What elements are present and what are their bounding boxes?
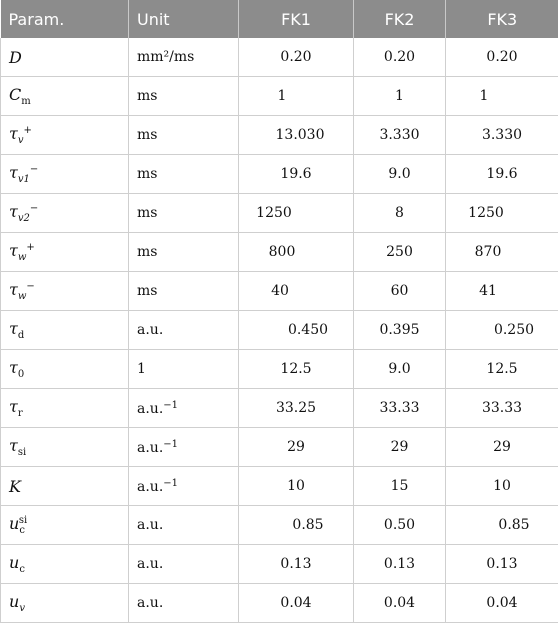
param-cell — [1, 350, 129, 389]
fk2-value: 0.20 — [354, 38, 446, 77]
param-cell — [1, 389, 129, 428]
fk1-value: 33.25 — [239, 389, 354, 428]
fk1-value: 10 — [239, 467, 354, 506]
unit-text: a.u. — [137, 517, 164, 533]
param-superscript: − — [26, 281, 35, 292]
unit-cell — [129, 233, 239, 272]
fk3-value: 0.04 — [446, 584, 558, 623]
param-cell — [1, 467, 129, 506]
fk2-value: 0.395 — [354, 311, 446, 350]
header-fk1: FK1 — [239, 0, 354, 38]
param-subscript: v — [19, 603, 25, 614]
unit-text: a.u. — [137, 595, 164, 611]
fk1-value: 0.85 — [239, 506, 354, 545]
fk2-value: 3.330 — [354, 116, 446, 155]
param-symbol: τ — [9, 163, 18, 182]
param-subscript: v1 — [17, 174, 30, 185]
fk1-value: 0.04 — [239, 584, 354, 623]
param-subscript: 0 — [17, 369, 25, 380]
fk3-value: 0.13 — [446, 545, 558, 584]
param-symbol: τ — [9, 202, 18, 221]
unit-text: ms — [137, 88, 158, 104]
param-cell — [1, 77, 129, 116]
param-superscript: − — [29, 164, 39, 175]
fk2-value: 0.04 — [354, 584, 446, 623]
header-fk2: FK2 — [354, 0, 446, 38]
param-subscript: w — [17, 252, 27, 263]
unit-cell — [129, 350, 239, 389]
fk3-value: 19.6 — [446, 155, 558, 194]
table-row — [1, 155, 558, 194]
header-unit: Unit — [129, 0, 239, 38]
unit-text: ms — [137, 127, 158, 143]
param-subscript: w — [17, 291, 27, 302]
fk2-value: 9.0 — [354, 350, 446, 389]
table-row — [1, 428, 558, 467]
fk3-value: 0.250 — [446, 311, 558, 350]
unit-text: ms — [137, 205, 158, 221]
param-subscript: v2 — [17, 213, 30, 224]
fk2-value: 9.0 — [354, 155, 446, 194]
param-cell — [1, 311, 129, 350]
param-symbol: τ — [9, 124, 18, 143]
fk1-value: 13.030 — [239, 116, 354, 155]
table-row — [1, 506, 558, 545]
fk3-value: 41 — [446, 272, 558, 311]
param-symbol: u — [9, 592, 20, 611]
fk3-value: 1 — [446, 77, 558, 116]
table-row — [1, 545, 558, 584]
fk1-value: 0.20 — [239, 38, 354, 77]
param-superscript: + — [26, 242, 35, 253]
header-fk3: FK3 — [446, 0, 558, 38]
param-cell — [1, 428, 129, 467]
fk1-value: 0.13 — [239, 545, 354, 584]
param-symbol: τ — [9, 241, 18, 260]
fk2-value: 60 — [354, 272, 446, 311]
unit-text: a.u. — [137, 439, 164, 456]
unit-cell — [129, 77, 239, 116]
fk2-value: 8 — [354, 194, 446, 233]
param-subscript: v — [17, 135, 24, 146]
fk2-value: 1 — [354, 77, 446, 116]
fk3-value: 12.5 — [446, 350, 558, 389]
param-symbol: u — [9, 514, 20, 533]
fk3-value: 0.20 — [446, 38, 558, 77]
fk3-value: 29 — [446, 428, 558, 467]
unit-superscript: −1 — [163, 438, 179, 450]
param-subscript: r — [17, 408, 23, 419]
param-subscript: si — [17, 447, 27, 458]
param-symbol: τ — [9, 397, 18, 416]
unit-cell — [129, 155, 239, 194]
unit-cell — [129, 194, 239, 233]
param-cell — [1, 272, 129, 311]
unit-text: ms — [137, 166, 158, 182]
param-subscript: d — [17, 330, 25, 341]
param-symbol: τ — [9, 280, 18, 299]
fk2-value: 33.33 — [354, 389, 446, 428]
unit-cell — [129, 389, 239, 428]
fk2-value: 250 — [354, 233, 446, 272]
unit-cell — [129, 272, 239, 311]
table-body — [1, 38, 558, 623]
fk2-value: 15 — [354, 467, 446, 506]
fk1-value: 29 — [239, 428, 354, 467]
fk1-value: 19.6 — [239, 155, 354, 194]
unit-cell — [129, 584, 239, 623]
param-symbol: u — [9, 553, 20, 572]
unit-cell — [129, 467, 239, 506]
table-row — [1, 272, 558, 311]
param-subscript: m — [21, 96, 31, 107]
unit-text: a.u. — [137, 400, 164, 417]
param-superscript: si — [18, 515, 28, 526]
param-symbol: C — [9, 85, 22, 104]
param-cell — [1, 155, 129, 194]
unit-text: a.u. — [137, 478, 164, 495]
table-row — [1, 467, 558, 506]
param-cell — [1, 506, 129, 545]
param-subscript: c — [19, 564, 25, 575]
header-row — [1, 0, 558, 38]
unit-cell — [129, 38, 239, 77]
table-row — [1, 584, 558, 623]
param-cell — [1, 194, 129, 233]
header-param: Param. — [1, 0, 129, 38]
fk1-value: 40 — [239, 272, 354, 311]
unit-superscript: −1 — [163, 399, 179, 411]
unit-superscript: −1 — [163, 477, 179, 489]
fk3-value: 1250 — [446, 194, 558, 233]
param-superscript: − — [29, 203, 39, 214]
unit-text: 1 — [137, 361, 146, 377]
fk2-value: 29 — [354, 428, 446, 467]
unit-cell — [129, 311, 239, 350]
fk1-value: 800 — [239, 233, 354, 272]
fk1-value: 1250 — [239, 194, 354, 233]
table-row — [1, 389, 558, 428]
table-row — [1, 77, 558, 116]
param-cell — [1, 38, 129, 77]
fk3-value: 10 — [446, 467, 558, 506]
param-cell — [1, 584, 129, 623]
fk3-value: 0.85 — [446, 506, 558, 545]
unit-cell — [129, 506, 239, 545]
unit-text: a.u. — [137, 322, 164, 338]
param-subscript: c — [19, 525, 25, 536]
fk1-value: 1 — [239, 77, 354, 116]
param-cell — [1, 545, 129, 584]
fk2-value: 0.50 — [354, 506, 446, 545]
param-symbol: D — [9, 47, 22, 67]
table-row — [1, 233, 558, 272]
param-symbol: K — [9, 476, 21, 496]
unit-cell — [129, 116, 239, 155]
param-superscript: + — [23, 125, 32, 136]
fk2-value: 0.13 — [354, 545, 446, 584]
table-row — [1, 116, 558, 155]
param-symbol: τ — [9, 358, 18, 377]
fk3-value: 33.33 — [446, 389, 558, 428]
table-row — [1, 350, 558, 389]
param-symbol: τ — [9, 436, 18, 455]
table-row — [1, 38, 558, 77]
table-row — [1, 194, 558, 233]
param-cell — [1, 233, 129, 272]
param-cell — [1, 116, 129, 155]
fk1-value: 12.5 — [239, 350, 354, 389]
table-row — [1, 311, 558, 350]
unit-cell — [129, 545, 239, 584]
unit-cell — [129, 428, 239, 467]
fk1-value: 0.450 — [239, 311, 354, 350]
param-symbol: τ — [9, 319, 18, 338]
unit-text: ms — [137, 244, 158, 260]
unit-text: ms — [137, 283, 158, 299]
fk3-value: 870 — [446, 233, 558, 272]
unit-text: a.u. — [137, 556, 164, 572]
unit-text: mm²/ms — [137, 49, 195, 65]
fk3-value: 3.330 — [446, 116, 558, 155]
